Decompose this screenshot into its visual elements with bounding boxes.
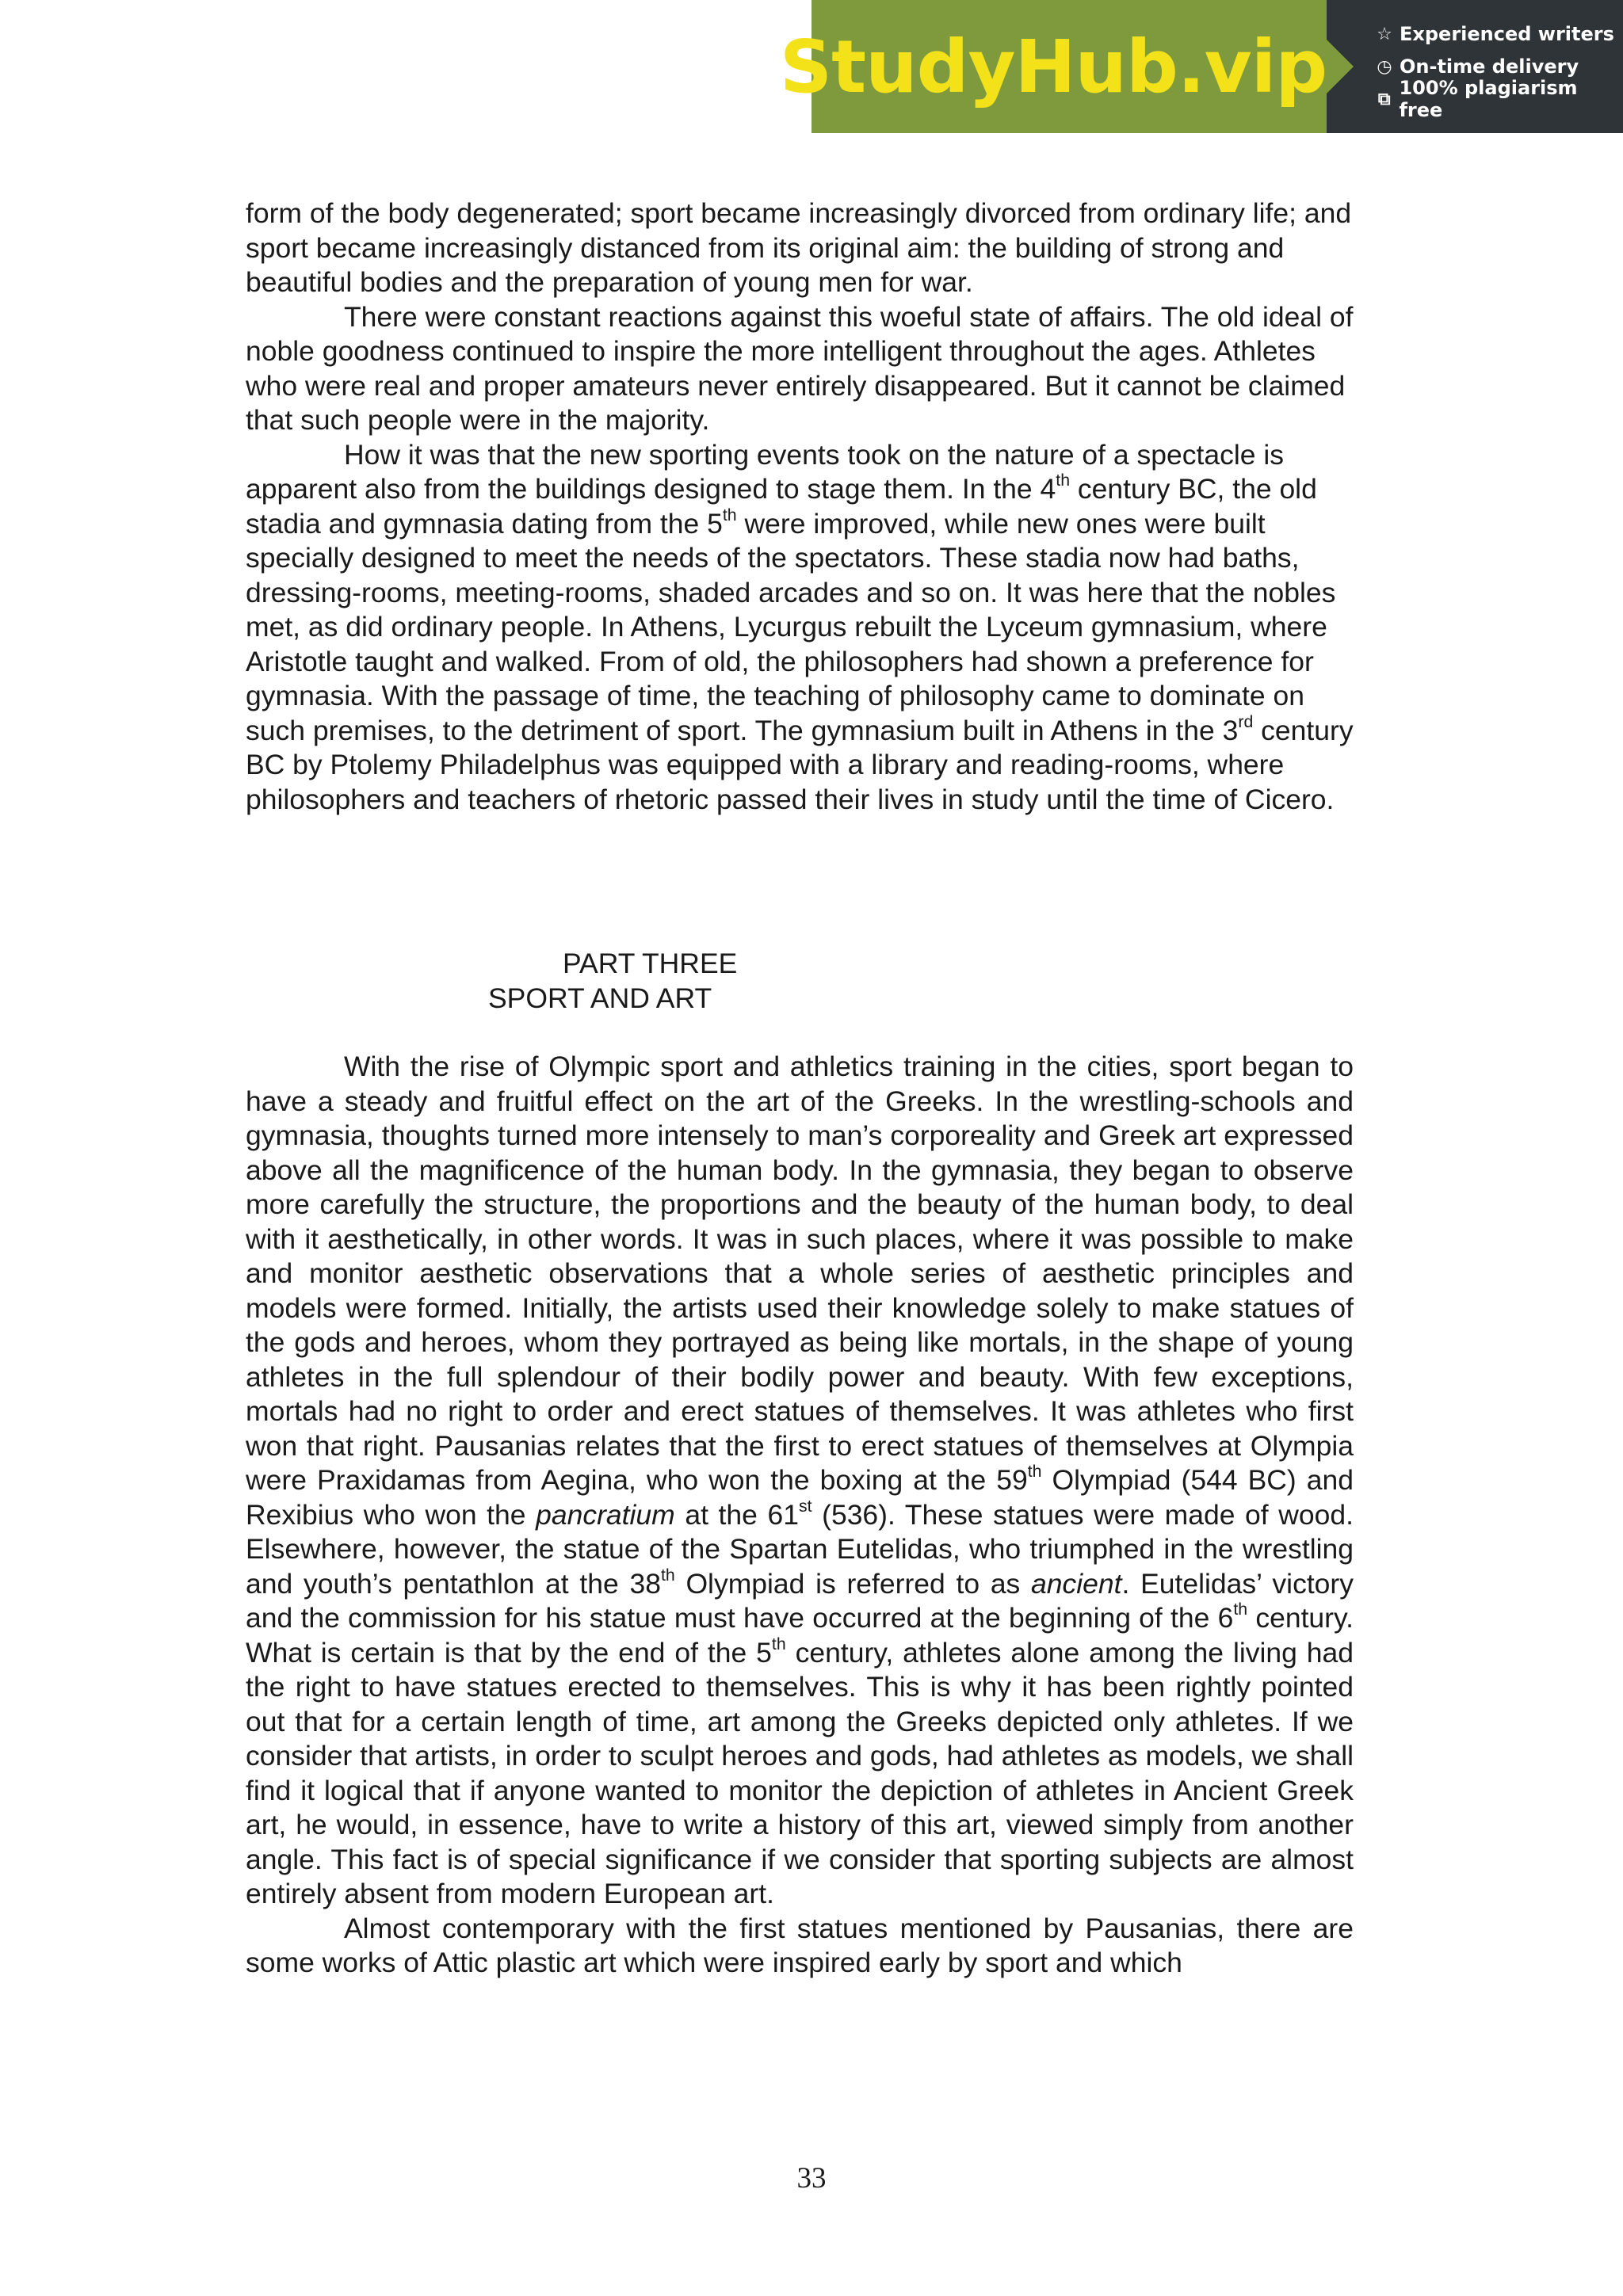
studyhub-banner[interactable]: [779, 0, 1623, 133]
copy-icon: ⧉: [1377, 89, 1391, 109]
section-title: SPORT AND ART: [488, 982, 712, 1014]
paragraph-5: Almost contemporary with the first statues mentioned by Pausanias, there are some works of Attic plastic art which were inspired early by sport and which: [246, 1912, 1354, 1978]
body-text: [246, 196, 1354, 817]
clock-icon: ◷: [1377, 56, 1392, 77]
studyhub-logo[interactable]: [779, 0, 1327, 133]
page-number: 33: [796, 2162, 827, 2195]
feature-label: On-time delivery: [1400, 55, 1579, 78]
document-page: [246, 196, 1354, 1981]
paragraph-2: There were constant reactions against this woeful state of affairs. The old ideal of noble goodness continued to inspire the more intelligent throughout the ages. Athletes who were real and proper amateurs never entirely disappeared. But it cannot be claimed that such people were in the majority.: [246, 300, 1354, 436]
feature-list: [1327, 0, 1623, 133]
section-body: [246, 1050, 1354, 1981]
section-heading: [246, 946, 1354, 1016]
star-icon: ☆: [1377, 24, 1392, 44]
feature-label: 100% plagiarism free: [1399, 77, 1578, 121]
paragraph-1: form of the body degenerated; sport became increasingly divorced from ordinary life; and sport became increasingly distanced from its original aim: the building of strong and beautiful bodies and the preparation of young men for war.: [246, 197, 1352, 298]
logo-text: StudyHub.vip: [779, 24, 1327, 109]
part-heading: PART THREE: [563, 948, 738, 979]
arrow-shape: [1327, 40, 1354, 93]
feature-plagiarism-free: [1374, 77, 1623, 121]
feature-label: Experienced writers: [1400, 23, 1614, 45]
feature-experienced-writers: [1374, 18, 1623, 51]
paragraph-4: With the rise of Olympic sport and athletics training in the cities, sport began to have a steady and fruitful effect on the art of the Greeks. In the wrestling-schools and gymnasia, thoughts turned more intensely to man’s corporeality and Greek art expressed above all the magnificence of the human body. In the gymnasia, they began to observe more carefully the structure, the proportions and the beauty of the human body, to deal with it aesthetically, in other words. It was in such places, where it was possible to make and monitor aesthetic observations that a whole series of aesthetic principles and models were formed. Initially, the artists used their knowledge solely to make statues of the gods and heroes, whom they portrayed as being like mortals, in the shape of young athletes in the full splendour of their bodily power and beauty. With few exceptions, mortals had no right to order and erect statues of themselves. It was athletes who first won that right. Pausanias relates that the first to erect statues of themselves at Olympia were Praxidamas from Aegina, who won the boxing at the 59th Olympiad (544 BC) and Rexibius who won the pancratium at the 61st (536). These statues were made of wood. Elsewhere, however, the statue of the Spartan Eutelidas, who triumphed in the wrestling and youth’s pentathlon at the 38th Olympiad is referred to as ancient. Eutelidas’ victory and the commission for his statue must have occurred at the beginning of the 6th century. What is certain is that by the end of the 5th century, athletes alone among the living had the right to have statues erected to themselves. This is why it has been rightly pointed out that for a certain length of time, art among the Greeks depicted only athletes. If we consider that artists, in order to sculpt heroes and gods, had athletes as models, we shall find it logical that if anyone wanted to monitor the depiction of athletes in Ancient Greek art, he would, in essence, have to write a history of this art, viewed simply from another angle. This fact is of special significance if we consider that sporting subjects are almost entirely absent from modern European art.: [246, 1051, 1354, 1909]
paragraph-3: How it was that the new sporting events took on the nature of a spectacle is apparent also from the buildings designed to stage them. In the 4th century BC, the old stadia and gymnasia dating from the 5th were improved, while new ones were built specially designed to meet the needs of the spectators. These stadia now had baths, dressing-rooms, meeting-rooms, shaded arcades and so on. It was here that the nobles met, as did ordinary people. In Athens, Lycurgus rebuilt the Lyceum gymnasium, where Aristotle taught and walked. From of old, the philosophers had shown a preference for gymnasia. With the passage of time, the teaching of philosophy came to dominate on such premises, to the detriment of sport. The gymnasium built in Athens in the 3rd century BC by Ptolemy Philadelphus was equipped with a library and reading-rooms, where philosophers and teachers of rhetoric passed their lives in study until the time of Cicero.: [246, 438, 1354, 815]
